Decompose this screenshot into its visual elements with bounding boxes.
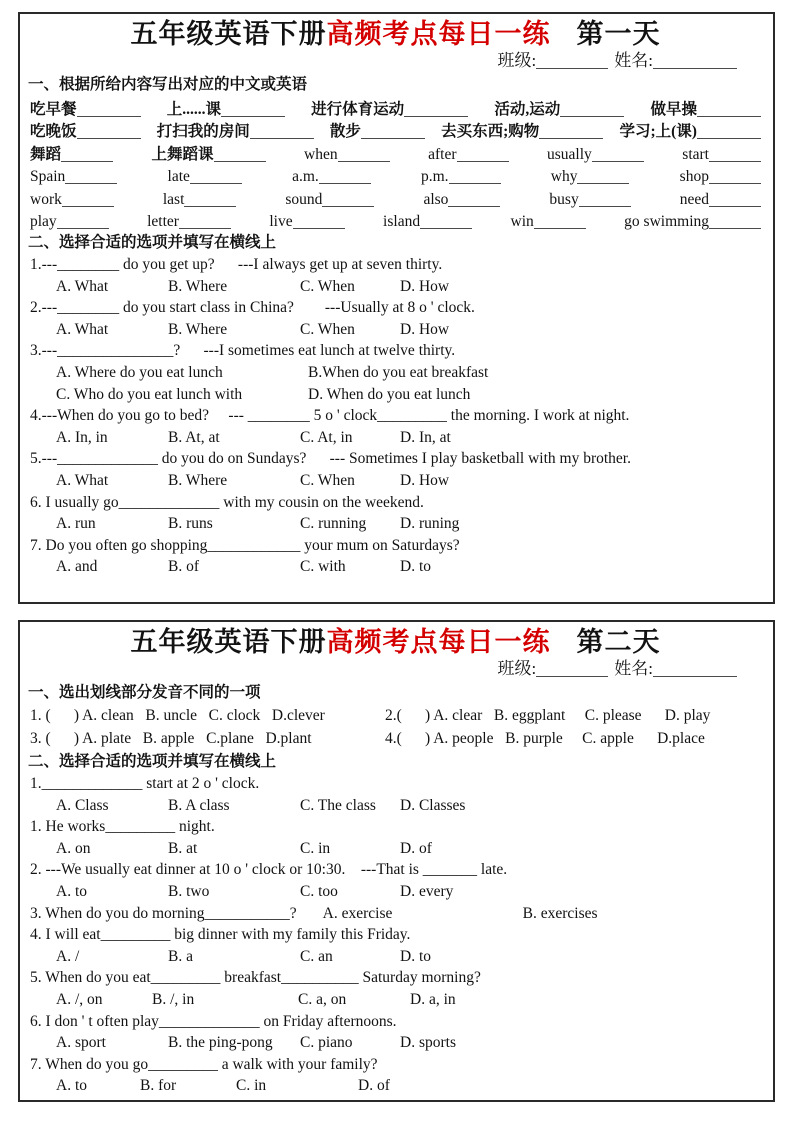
vocab-term: after bbox=[428, 145, 457, 163]
vocab-term: 打扫我的房间 bbox=[156, 123, 250, 140]
option-c: C. a, on bbox=[298, 990, 347, 1008]
vocab-item bbox=[650, 97, 761, 119]
vocab-item bbox=[680, 191, 761, 209]
vocab-item bbox=[551, 168, 630, 186]
option-c: C. When bbox=[300, 320, 355, 338]
vocab-term: island bbox=[383, 213, 421, 230]
option-d: D. runing bbox=[400, 515, 460, 533]
option-d: D. In, at bbox=[400, 428, 451, 446]
option-c: C. too bbox=[300, 882, 338, 900]
day2-title bbox=[28, 626, 763, 658]
vocab-term: Spain bbox=[30, 168, 66, 185]
option-a: A. Where do you eat lunch bbox=[56, 363, 223, 381]
vocab-blank bbox=[449, 168, 501, 184]
vocab-term: usually bbox=[547, 145, 592, 163]
day1-vocab-row-4 bbox=[28, 164, 763, 187]
option-d: D. to bbox=[400, 558, 431, 576]
option-a: A. / bbox=[56, 947, 80, 965]
vocab-term: win bbox=[510, 213, 534, 230]
vocab-term: why bbox=[550, 168, 578, 185]
vocab-item bbox=[30, 168, 117, 186]
question-options bbox=[28, 319, 763, 341]
option-a: A. Class bbox=[56, 796, 109, 814]
vocab-blank bbox=[214, 146, 266, 162]
day1-class-blank bbox=[536, 53, 608, 69]
day2-id-line bbox=[28, 658, 737, 680]
day1-title-grade: 五年级英语下册 bbox=[130, 19, 327, 49]
question-options bbox=[28, 427, 763, 449]
question-stem: 3. When do you do morning___________? bbox=[30, 904, 297, 922]
phonics-question-2: 2.( ) A. clear B. eggplant C. please D. play bbox=[385, 707, 711, 724]
phonics-row bbox=[28, 727, 763, 750]
day1-vocab-row-6 bbox=[28, 209, 763, 232]
vocab-term: 上......课 bbox=[166, 100, 221, 118]
phonics-question-4: 4.( ) A. people B. purple C. apple D.place bbox=[385, 730, 705, 747]
option-c: C. with bbox=[300, 558, 346, 576]
vocab-blank bbox=[709, 168, 761, 184]
vocab-item bbox=[304, 146, 390, 164]
option-b: B. two bbox=[168, 882, 210, 900]
option-c: C. At, in bbox=[300, 428, 353, 446]
day2-name-blank bbox=[653, 661, 737, 677]
vocab-item bbox=[311, 97, 468, 119]
question-stem: 1. He works_________ night. bbox=[30, 818, 215, 836]
vocab-blank bbox=[539, 123, 603, 139]
vocab-item bbox=[624, 213, 761, 231]
option-a: A. exercise bbox=[322, 904, 393, 922]
vocab-blank bbox=[77, 123, 141, 139]
option-c: C. in bbox=[236, 1077, 267, 1095]
option-d: D. How bbox=[400, 320, 450, 338]
vocab-item bbox=[421, 168, 501, 186]
vocab-blank bbox=[697, 123, 761, 139]
vocab-item bbox=[549, 191, 630, 209]
vocab-blank bbox=[338, 146, 390, 162]
vocab-item bbox=[619, 119, 761, 141]
question-options bbox=[28, 881, 763, 903]
vocab-item bbox=[269, 213, 344, 231]
vocab-item bbox=[682, 146, 761, 164]
question-stem: 1.---________ do you get up? ---I always get up at seven thirty. bbox=[30, 256, 443, 273]
question-stem: 4. I will eat_________ big dinner with my family this Friday. bbox=[30, 926, 411, 944]
vocab-blank bbox=[420, 213, 472, 229]
vocab-term: letter bbox=[147, 213, 179, 230]
vocab-blank bbox=[57, 213, 109, 229]
day1-vocab-row-3 bbox=[28, 141, 763, 164]
option-b: B. /, in bbox=[152, 990, 195, 1008]
phonics-question-3: 3. ( ) A. plate B. apple C.plane D.plant bbox=[30, 730, 312, 747]
option-d: D. to bbox=[400, 947, 431, 965]
vocab-blank bbox=[709, 213, 761, 229]
vocab-item bbox=[157, 119, 314, 141]
option-c: C. The class bbox=[300, 796, 376, 814]
vocab-blank bbox=[709, 146, 761, 162]
option-c: C. running bbox=[300, 515, 367, 533]
vocab-item bbox=[30, 213, 109, 231]
vocab-item bbox=[292, 168, 371, 186]
day1-name-label: 姓名: bbox=[614, 51, 653, 70]
vocab-item bbox=[168, 168, 242, 186]
vocab-term: 做早操 bbox=[650, 100, 697, 118]
vocab-blank bbox=[293, 213, 345, 229]
vocab-blank bbox=[709, 191, 761, 207]
day2-title-day: 第二天 bbox=[576, 627, 661, 657]
question-options bbox=[28, 1075, 763, 1097]
day1-title-day: 第一天 bbox=[576, 19, 661, 49]
phonics-row bbox=[28, 704, 763, 727]
vocab-term: play bbox=[30, 213, 57, 230]
option-a: A. sport bbox=[56, 1034, 106, 1052]
option-a: A. /, on bbox=[56, 990, 103, 1008]
vocab-item bbox=[423, 191, 500, 209]
vocab-blank bbox=[448, 191, 500, 207]
vocab-term: last bbox=[162, 190, 185, 208]
vocab-blank bbox=[577, 168, 629, 184]
question-stem: 2.---________ do you start class in China? ---Usually at 8 o ' clock. bbox=[30, 299, 475, 317]
day2-title-grade: 五年级英语下册 bbox=[130, 627, 327, 657]
option-d: D. When do you eat lunch bbox=[308, 385, 471, 403]
day2-section1-heading: 一、选出划线部分发音不同的一项 bbox=[28, 684, 261, 701]
option-b: B. Where bbox=[168, 471, 228, 489]
vocab-blank bbox=[361, 123, 425, 139]
day1-vocab-row-1 bbox=[28, 96, 763, 119]
vocab-blank bbox=[404, 101, 468, 117]
vocab-item bbox=[30, 191, 114, 209]
vocab-blank bbox=[190, 168, 242, 184]
vocab-blank bbox=[250, 123, 314, 139]
option-c: C. Who do you eat lunch with bbox=[56, 385, 243, 403]
vocab-item bbox=[30, 119, 141, 141]
option-a: A. What bbox=[56, 471, 109, 489]
vocab-term: 进行体育运动 bbox=[311, 100, 405, 118]
vocab-blank bbox=[322, 191, 374, 207]
vocab-blank bbox=[697, 101, 761, 117]
question-stem: 5. When do you eat_________ breakfast__________ Saturday morning? bbox=[30, 969, 481, 987]
vocab-blank bbox=[534, 213, 586, 229]
day2-class-label: 班级: bbox=[497, 659, 537, 678]
option-d: D. of bbox=[358, 1077, 390, 1095]
vocab-term: late bbox=[167, 168, 190, 185]
option-d: D. sports bbox=[400, 1034, 456, 1052]
option-d: D. of bbox=[400, 839, 432, 857]
day2-worksheet bbox=[18, 620, 775, 1102]
question-options bbox=[28, 470, 763, 492]
vocab-item bbox=[147, 213, 231, 231]
vocab-item bbox=[428, 146, 508, 164]
day1-worksheet bbox=[18, 12, 775, 604]
option-c: C. When bbox=[300, 471, 355, 489]
question-stem-with-options bbox=[28, 903, 763, 925]
vocab-term: shop bbox=[679, 168, 709, 185]
option-b: B. of bbox=[168, 558, 199, 576]
option-a: A. run bbox=[56, 515, 96, 533]
question-stem: 6. I don ' t often play_____________ on Friday afternoons. bbox=[30, 1012, 397, 1030]
vocab-term: a.m. bbox=[292, 168, 319, 185]
option-b: B. At, at bbox=[168, 428, 220, 446]
vocab-item bbox=[330, 119, 425, 141]
question-stem: 7. Do you often go shopping____________ your mum on Saturdays? bbox=[30, 536, 460, 554]
option-a: A. What bbox=[56, 277, 109, 295]
vocab-blank bbox=[592, 146, 644, 162]
vocab-item bbox=[167, 97, 285, 119]
vocab-term: 舞蹈 bbox=[30, 145, 62, 163]
vocab-blank bbox=[65, 168, 117, 184]
vocab-term: 上舞蹈课 bbox=[151, 145, 214, 163]
day2-name-label: 姓名: bbox=[614, 659, 653, 678]
question-options bbox=[28, 795, 763, 817]
day1-section1-heading: 一、根据所给内容写出对应的中文或英语 bbox=[28, 76, 308, 93]
vocab-term: 学习;上(课) bbox=[619, 123, 697, 140]
vocab-item bbox=[383, 213, 472, 231]
option-b: B. exercises bbox=[522, 904, 598, 922]
vocab-item bbox=[511, 213, 586, 231]
question-stem: 4.---When do you go to bed? --- ________ 5 o ' clock_________ the morning. I work at night. bbox=[30, 407, 630, 425]
option-a: A. on bbox=[56, 839, 91, 857]
option-b: B. Where bbox=[168, 277, 228, 295]
option-d: D. Classes bbox=[400, 796, 466, 814]
option-c: C. in bbox=[300, 839, 331, 857]
vocab-term: 吃早餐 bbox=[30, 100, 77, 118]
option-a: A. to bbox=[56, 1077, 87, 1095]
option-b: B. Where bbox=[168, 320, 228, 338]
day1-name-blank bbox=[653, 53, 737, 69]
vocab-item bbox=[494, 97, 624, 119]
vocab-blank bbox=[61, 146, 113, 162]
vocab-item bbox=[441, 119, 603, 141]
option-b: B. at bbox=[168, 839, 198, 857]
vocab-term: start bbox=[682, 145, 709, 163]
vocab-term: 活动,运动 bbox=[494, 100, 561, 118]
question-options bbox=[28, 276, 763, 298]
vocab-term: live bbox=[269, 213, 293, 230]
option-a: A. What bbox=[56, 320, 109, 338]
question-options bbox=[28, 1032, 763, 1054]
vocab-blank bbox=[184, 191, 236, 207]
vocab-term: need bbox=[679, 190, 709, 208]
vocab-blank bbox=[62, 191, 114, 207]
vocab-blank bbox=[457, 146, 509, 162]
vocab-term: also bbox=[423, 190, 449, 208]
vocab-item bbox=[680, 168, 761, 186]
day1-id-line bbox=[28, 50, 737, 72]
option-c: C. When bbox=[300, 277, 355, 295]
vocab-term: 吃晚饭 bbox=[30, 123, 77, 140]
vocab-blank bbox=[560, 101, 624, 117]
question-stem: 5.---_____________ do you do on Sundays? --- Sometimes I play basketball with my brother. bbox=[30, 450, 631, 468]
question-stem: 3.---_______________? ---I sometimes eat lunch at twelve thirty. bbox=[30, 342, 456, 360]
day1-title-highlight: 高频考点每日一练 bbox=[326, 19, 551, 49]
vocab-item bbox=[163, 191, 237, 209]
vocab-term: 散步 bbox=[329, 123, 361, 140]
vocab-item bbox=[152, 142, 266, 164]
day1-vocab-row-5 bbox=[28, 186, 763, 209]
question-options bbox=[28, 838, 763, 860]
day1-section2-heading: 二、选择合适的选项并填写在横线上 bbox=[28, 234, 277, 251]
option-d: D. every bbox=[400, 882, 454, 900]
question-stem: 1._____________ start at 2 o ' clock. bbox=[30, 775, 260, 792]
day2-class-blank bbox=[536, 661, 608, 677]
vocab-term: when bbox=[304, 145, 338, 163]
question-stem: 7. When do you go_________ a walk with your family? bbox=[30, 1055, 378, 1073]
question-stem: 6. I usually go_____________ with my cousin on the weekend. bbox=[30, 493, 424, 511]
vocab-term: work bbox=[30, 190, 62, 208]
day2-title-highlight: 高频考点每日一练 bbox=[326, 627, 551, 657]
option-b: B. for bbox=[140, 1077, 177, 1095]
question-options bbox=[28, 989, 763, 1011]
option-b: B. a bbox=[168, 947, 193, 965]
day2-section2-heading: 二、选择合适的选项并填写在横线上 bbox=[28, 753, 277, 770]
option-c: C. an bbox=[300, 947, 333, 965]
option-a: A. to bbox=[56, 882, 87, 900]
vocab-blank bbox=[221, 101, 285, 117]
option-d: D. How bbox=[400, 471, 450, 489]
vocab-item bbox=[285, 191, 374, 209]
question-options bbox=[28, 513, 763, 535]
vocab-item bbox=[30, 97, 141, 119]
vocab-term: p.m. bbox=[420, 168, 449, 185]
option-a: A. and bbox=[56, 558, 98, 576]
day1-vocab-row-2 bbox=[28, 119, 763, 142]
day1-title bbox=[28, 18, 763, 50]
vocab-term: go swimming bbox=[624, 213, 709, 230]
option-d: D. How bbox=[400, 277, 450, 295]
option-b: B. runs bbox=[168, 515, 213, 533]
question-options bbox=[28, 946, 763, 968]
option-a: A. In, in bbox=[56, 428, 108, 446]
option-b: B.When do you eat breakfast bbox=[308, 363, 489, 381]
phonics-question-1: 1. ( ) A. clean B. uncle C. clock D.clever bbox=[30, 707, 325, 724]
vocab-blank bbox=[179, 213, 231, 229]
vocab-item bbox=[30, 142, 113, 164]
option-b: B. A class bbox=[168, 796, 230, 814]
vocab-blank bbox=[77, 101, 141, 117]
option-c: C. piano bbox=[300, 1034, 353, 1052]
vocab-item bbox=[547, 146, 644, 164]
question-options bbox=[28, 384, 763, 406]
option-b: B. the ping-pong bbox=[168, 1034, 273, 1052]
vocab-blank bbox=[319, 168, 371, 184]
question-options bbox=[28, 362, 763, 384]
day1-class-label: 班级: bbox=[497, 51, 537, 70]
vocab-term: busy bbox=[549, 190, 579, 208]
vocab-term: 去买东西;购物 bbox=[441, 123, 540, 140]
option-d: D. a, in bbox=[410, 990, 456, 1008]
question-options bbox=[28, 556, 763, 578]
vocab-blank bbox=[579, 191, 631, 207]
vocab-term: sound bbox=[285, 190, 323, 208]
question-stem: 2. ---We usually eat dinner at 10 o ' clock or 10:30. ---That is _______ late. bbox=[30, 861, 508, 879]
